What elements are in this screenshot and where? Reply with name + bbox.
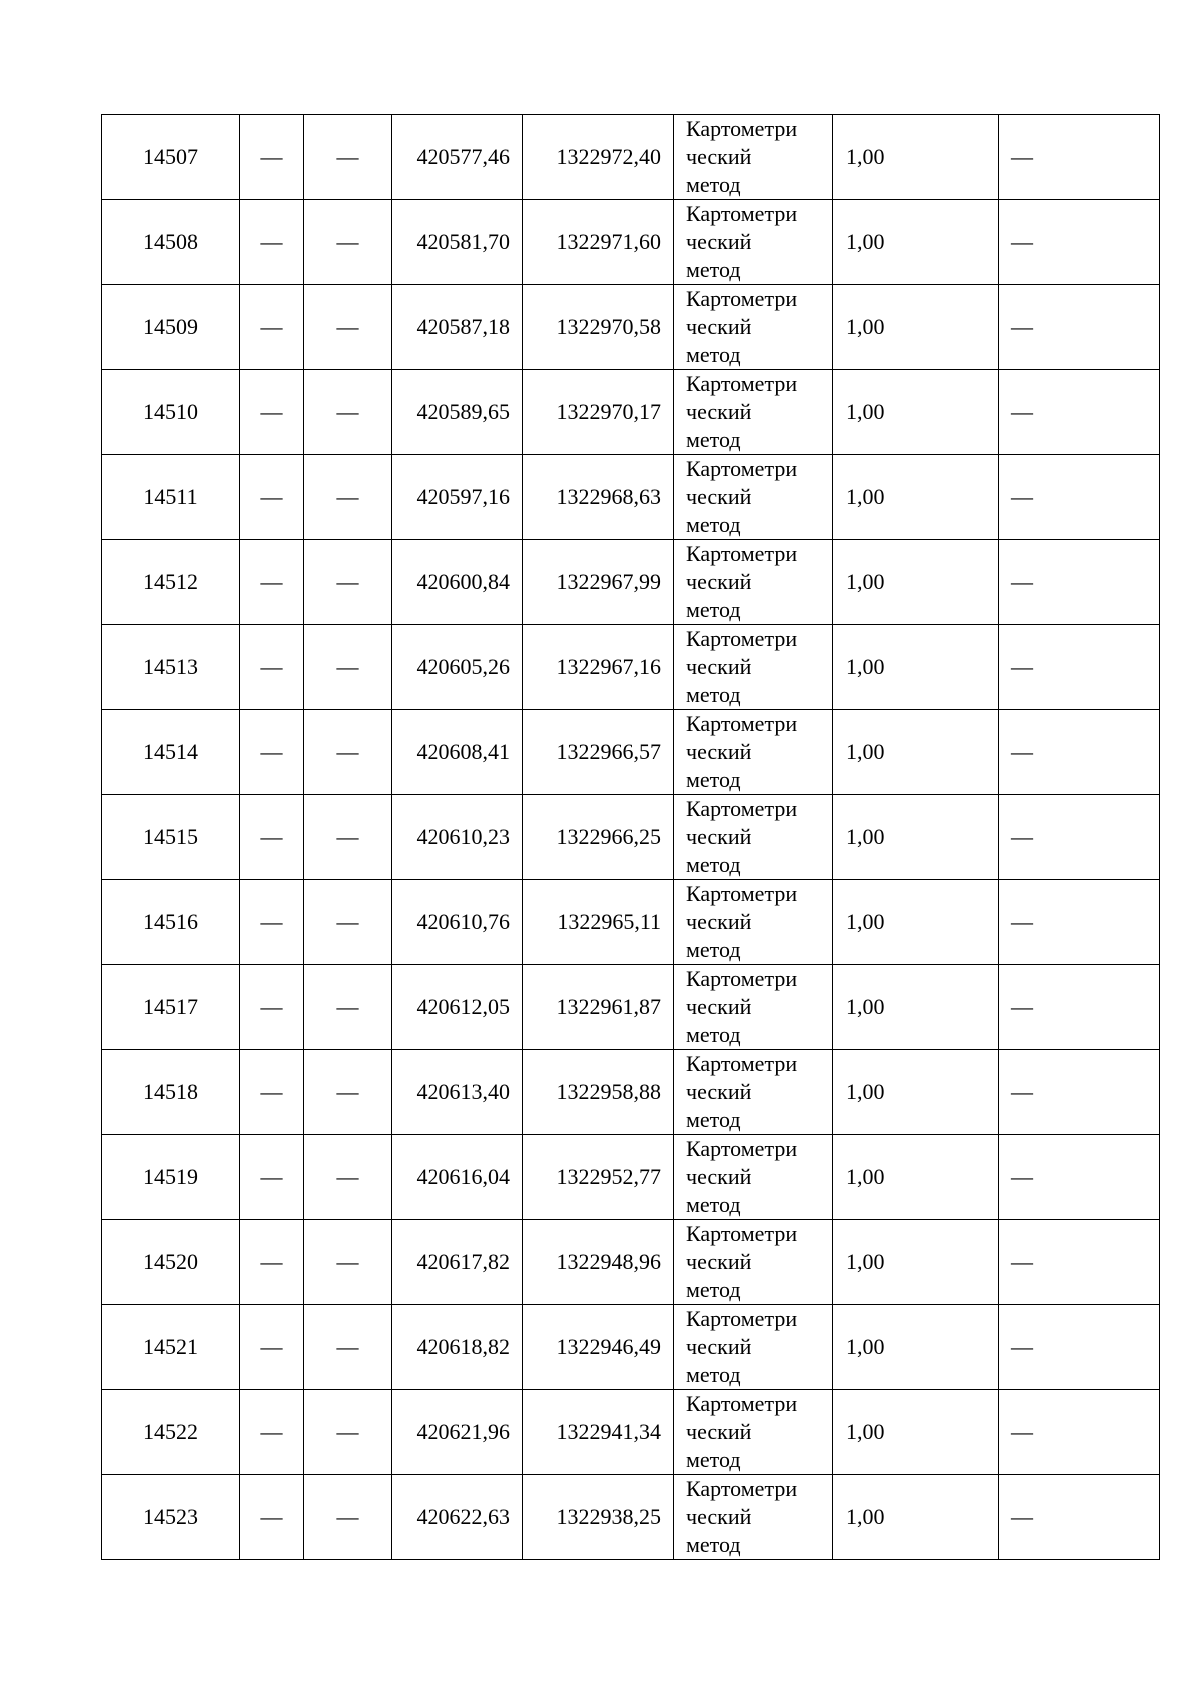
accuracy-cell: 1,00	[833, 370, 999, 455]
empty-value-cell: —	[304, 540, 392, 625]
method-text-line: Картометри	[686, 541, 798, 566]
empty-value-cell: —	[304, 965, 392, 1050]
method-text-line: Картометри	[686, 201, 798, 226]
y-coordinate-cell: 1322967,16	[523, 625, 674, 710]
accuracy-cell: 1,00	[833, 795, 999, 880]
method-text-line: ческий	[686, 399, 752, 424]
empty-value-cell: —	[240, 1305, 304, 1390]
note-cell: —	[999, 115, 1160, 200]
method-text-line: ческий	[686, 1504, 752, 1529]
coordinates-table	[101, 114, 1160, 1560]
empty-value-cell: —	[304, 1390, 392, 1475]
table-row	[102, 1305, 1160, 1390]
empty-value-cell: —	[240, 285, 304, 370]
method-text-line: метод	[686, 1192, 741, 1217]
method-text-line: метод	[686, 257, 741, 282]
empty-value-cell: —	[304, 285, 392, 370]
x-coordinate-cell: 420621,96	[392, 1390, 523, 1475]
accuracy-cell: 1,00	[833, 1390, 999, 1475]
method-text-line: ческий	[686, 824, 752, 849]
method-text-line: ческий	[686, 144, 752, 169]
y-coordinate-cell: 1322966,57	[523, 710, 674, 795]
method-cell	[674, 370, 833, 455]
y-coordinate-cell: 1322961,87	[523, 965, 674, 1050]
point-number-cell: 14519	[102, 1135, 240, 1220]
y-coordinate-cell: 1322971,60	[523, 200, 674, 285]
x-coordinate-cell: 420616,04	[392, 1135, 523, 1220]
table-row	[102, 200, 1160, 285]
point-number-cell: 14520	[102, 1220, 240, 1305]
empty-value-cell: —	[240, 1475, 304, 1560]
method-text-line: Картометри	[686, 371, 798, 396]
accuracy-cell: 1,00	[833, 455, 999, 540]
x-coordinate-cell: 420610,76	[392, 880, 523, 965]
method-cell	[674, 1475, 833, 1560]
table-row	[102, 1390, 1160, 1475]
point-number-cell: 14521	[102, 1305, 240, 1390]
method-cell	[674, 200, 833, 285]
x-coordinate-cell: 420589,65	[392, 370, 523, 455]
note-cell: —	[999, 540, 1160, 625]
empty-value-cell: —	[240, 200, 304, 285]
empty-value-cell: —	[240, 115, 304, 200]
x-coordinate-cell: 420610,23	[392, 795, 523, 880]
x-coordinate-cell: 420618,82	[392, 1305, 523, 1390]
method-text-line: Картометри	[686, 456, 798, 481]
method-text-line: Картометри	[686, 881, 798, 906]
empty-value-cell: —	[304, 1220, 392, 1305]
accuracy-cell: 1,00	[833, 1220, 999, 1305]
empty-value-cell: —	[304, 370, 392, 455]
empty-value-cell: —	[240, 1390, 304, 1475]
accuracy-cell: 1,00	[833, 625, 999, 710]
method-text-line: ческий	[686, 1079, 752, 1104]
y-coordinate-cell: 1322970,17	[523, 370, 674, 455]
method-text-line: метод	[686, 1362, 741, 1387]
point-number-cell: 14512	[102, 540, 240, 625]
method-text-line: ческий	[686, 1419, 752, 1444]
accuracy-cell: 1,00	[833, 1305, 999, 1390]
note-cell: —	[999, 1390, 1160, 1475]
point-number-cell: 14522	[102, 1390, 240, 1475]
method-text-line: метод	[686, 1277, 741, 1302]
note-cell: —	[999, 1220, 1160, 1305]
method-text-line: Картометри	[686, 1136, 798, 1161]
empty-value-cell: —	[304, 455, 392, 540]
method-cell	[674, 1050, 833, 1135]
method-text-line: Картометри	[686, 1221, 798, 1246]
table-row	[102, 965, 1160, 1050]
method-text-line: метод	[686, 597, 741, 622]
empty-value-cell: —	[304, 880, 392, 965]
accuracy-cell: 1,00	[833, 880, 999, 965]
method-cell	[674, 625, 833, 710]
x-coordinate-cell: 420617,82	[392, 1220, 523, 1305]
table-row	[102, 455, 1160, 540]
x-coordinate-cell: 420577,46	[392, 115, 523, 200]
table-row	[102, 285, 1160, 370]
point-number-cell: 14516	[102, 880, 240, 965]
accuracy-cell: 1,00	[833, 540, 999, 625]
method-text-line: ческий	[686, 654, 752, 679]
note-cell: —	[999, 370, 1160, 455]
table-row	[102, 370, 1160, 455]
y-coordinate-cell: 1322967,99	[523, 540, 674, 625]
x-coordinate-cell: 420600,84	[392, 540, 523, 625]
accuracy-cell: 1,00	[833, 1475, 999, 1560]
note-cell: —	[999, 1475, 1160, 1560]
method-cell	[674, 795, 833, 880]
x-coordinate-cell: 420612,05	[392, 965, 523, 1050]
note-cell: —	[999, 200, 1160, 285]
empty-value-cell: —	[240, 625, 304, 710]
method-text-line: Картометри	[686, 966, 798, 991]
y-coordinate-cell: 1322941,34	[523, 1390, 674, 1475]
note-cell: —	[999, 880, 1160, 965]
method-text-line: Картометри	[686, 1051, 798, 1076]
x-coordinate-cell: 420622,63	[392, 1475, 523, 1560]
empty-value-cell: —	[304, 710, 392, 795]
table-row	[102, 1135, 1160, 1220]
note-cell: —	[999, 285, 1160, 370]
empty-value-cell: —	[240, 455, 304, 540]
point-number-cell: 14508	[102, 200, 240, 285]
method-cell	[674, 880, 833, 965]
point-number-cell: 14523	[102, 1475, 240, 1560]
empty-value-cell: —	[240, 1050, 304, 1135]
x-coordinate-cell: 420587,18	[392, 285, 523, 370]
empty-value-cell: —	[240, 710, 304, 795]
note-cell: —	[999, 795, 1160, 880]
table-row	[102, 1050, 1160, 1135]
y-coordinate-cell: 1322948,96	[523, 1220, 674, 1305]
method-text-line: метод	[686, 682, 741, 707]
point-number-cell: 14517	[102, 965, 240, 1050]
method-text-line: ческий	[686, 739, 752, 764]
empty-value-cell: —	[240, 540, 304, 625]
point-number-cell: 14513	[102, 625, 240, 710]
empty-value-cell: —	[240, 1135, 304, 1220]
method-cell	[674, 1220, 833, 1305]
method-text-line: метод	[686, 852, 741, 877]
note-cell: —	[999, 455, 1160, 540]
method-text-line: метод	[686, 767, 741, 792]
x-coordinate-cell: 420597,16	[392, 455, 523, 540]
method-cell	[674, 285, 833, 370]
point-number-cell: 14515	[102, 795, 240, 880]
method-text-line: ческий	[686, 1164, 752, 1189]
accuracy-cell: 1,00	[833, 285, 999, 370]
method-text-line: метод	[686, 1022, 741, 1047]
accuracy-cell: 1,00	[833, 115, 999, 200]
y-coordinate-cell: 1322958,88	[523, 1050, 674, 1135]
y-coordinate-cell: 1322938,25	[523, 1475, 674, 1560]
empty-value-cell: —	[304, 1475, 392, 1560]
method-cell	[674, 710, 833, 795]
method-text-line: метод	[686, 512, 741, 537]
method-text-line: Картометри	[686, 1391, 798, 1416]
table-row	[102, 1220, 1160, 1305]
table-row	[102, 795, 1160, 880]
method-text-line: ческий	[686, 314, 752, 339]
empty-value-cell: —	[304, 200, 392, 285]
method-text-line: ческий	[686, 569, 752, 594]
method-text-line: Картометри	[686, 116, 798, 141]
point-number-cell: 14511	[102, 455, 240, 540]
method-cell	[674, 1390, 833, 1475]
method-text-line: ческий	[686, 484, 752, 509]
method-cell	[674, 1135, 833, 1220]
point-number-cell: 14518	[102, 1050, 240, 1135]
y-coordinate-cell: 1322966,25	[523, 795, 674, 880]
accuracy-cell: 1,00	[833, 1050, 999, 1135]
table-row	[102, 710, 1160, 795]
table-row	[102, 625, 1160, 710]
accuracy-cell: 1,00	[833, 200, 999, 285]
table-row	[102, 540, 1160, 625]
accuracy-cell: 1,00	[833, 965, 999, 1050]
table-row	[102, 1475, 1160, 1560]
method-text-line: Картометри	[686, 1306, 798, 1331]
y-coordinate-cell: 1322972,40	[523, 115, 674, 200]
method-cell	[674, 540, 833, 625]
empty-value-cell: —	[304, 1135, 392, 1220]
method-text-line: метод	[686, 427, 741, 452]
empty-value-cell: —	[240, 370, 304, 455]
note-cell: —	[999, 1050, 1160, 1135]
method-text-line: ческий	[686, 909, 752, 934]
empty-value-cell: —	[240, 795, 304, 880]
method-text-line: метод	[686, 937, 741, 962]
note-cell: —	[999, 1135, 1160, 1220]
point-number-cell: 14507	[102, 115, 240, 200]
note-cell: —	[999, 625, 1160, 710]
method-text-line: Картометри	[686, 1476, 798, 1501]
method-cell	[674, 455, 833, 540]
method-cell	[674, 115, 833, 200]
x-coordinate-cell: 420613,40	[392, 1050, 523, 1135]
note-cell: —	[999, 1305, 1160, 1390]
empty-value-cell: —	[304, 625, 392, 710]
method-text-line: ческий	[686, 229, 752, 254]
method-text-line: Картометри	[686, 626, 798, 651]
method-text-line: Картометри	[686, 711, 798, 736]
x-coordinate-cell: 420605,26	[392, 625, 523, 710]
y-coordinate-cell: 1322946,49	[523, 1305, 674, 1390]
empty-value-cell: —	[304, 795, 392, 880]
y-coordinate-cell: 1322952,77	[523, 1135, 674, 1220]
method-text-line: метод	[686, 342, 741, 367]
y-coordinate-cell: 1322965,11	[523, 880, 674, 965]
point-number-cell: 14514	[102, 710, 240, 795]
empty-value-cell: —	[240, 880, 304, 965]
x-coordinate-cell: 420581,70	[392, 200, 523, 285]
point-number-cell: 14510	[102, 370, 240, 455]
table-row	[102, 880, 1160, 965]
method-text-line: метод	[686, 1447, 741, 1472]
empty-value-cell: —	[304, 1050, 392, 1135]
method-cell	[674, 1305, 833, 1390]
method-cell	[674, 965, 833, 1050]
accuracy-cell: 1,00	[833, 710, 999, 795]
empty-value-cell: —	[240, 965, 304, 1050]
method-text-line: ческий	[686, 1334, 752, 1359]
accuracy-cell: 1,00	[833, 1135, 999, 1220]
method-text-line: метод	[686, 1107, 741, 1132]
table-row	[102, 115, 1160, 200]
method-text-line: ческий	[686, 994, 752, 1019]
x-coordinate-cell: 420608,41	[392, 710, 523, 795]
empty-value-cell: —	[304, 115, 392, 200]
empty-value-cell: —	[240, 1220, 304, 1305]
method-text-line: Картометри	[686, 796, 798, 821]
note-cell: —	[999, 965, 1160, 1050]
point-number-cell: 14509	[102, 285, 240, 370]
y-coordinate-cell: 1322968,63	[523, 455, 674, 540]
empty-value-cell: —	[304, 1305, 392, 1390]
note-cell: —	[999, 710, 1160, 795]
method-text-line: метод	[686, 172, 741, 197]
y-coordinate-cell: 1322970,58	[523, 285, 674, 370]
method-text-line: метод	[686, 1532, 741, 1557]
method-text-line: Картометри	[686, 286, 798, 311]
method-text-line: ческий	[686, 1249, 752, 1274]
table-body	[102, 115, 1160, 1560]
